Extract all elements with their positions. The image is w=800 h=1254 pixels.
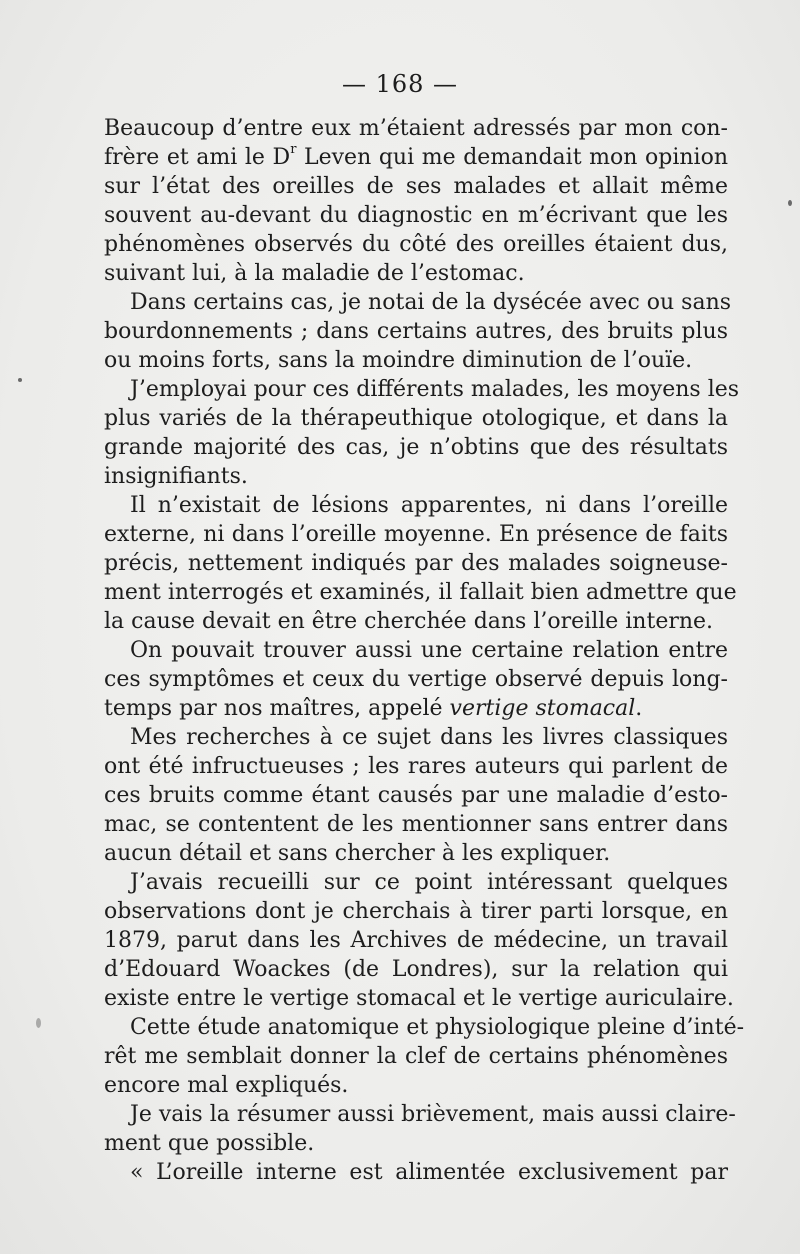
text-line: ont été infructueuses ; les rares auteurs qui parlent de	[104, 754, 728, 779]
paragraph-4	[104, 491, 737, 636]
text-line: grande majorité des cas, je n’obtins que des résultats	[104, 435, 728, 460]
paragraph-10	[104, 1158, 728, 1187]
text-line: ces symptômes et ceux du vertige observé depuis long-	[104, 667, 728, 692]
paragraph-7	[104, 868, 734, 1013]
text-line: Beaucoup d’entre eux m’étaient adressés par mon con-	[104, 116, 728, 141]
paragraph-6	[104, 723, 728, 868]
text-line: On pouvait trouver aussi une certaine relation entre	[130, 638, 728, 663]
text-line: la cause devait en être cherchée dans l’oreille interne.	[104, 609, 714, 634]
body-text	[104, 114, 745, 1187]
text-line: plus variés de la thérapeuthique otologique, et dans la	[104, 406, 728, 431]
paragraph-9	[104, 1100, 736, 1158]
text-line: suivant lui, à la maladie de l’estomac.	[104, 261, 525, 286]
text-line: existe entre le vertige stomacal et le vertige auriculaire.	[104, 986, 734, 1011]
text-line: 1879, parut dans les Archives de médecine, un travail	[104, 928, 728, 953]
text-line: d’Edouard Woackes (de Londres), sur la relation qui	[104, 957, 728, 982]
scan-speck	[18, 378, 22, 382]
text-line: insignifiants.	[104, 464, 248, 489]
text-line: bourdonnements ; dans certains autres, des bruits plus	[104, 319, 728, 344]
text-line: rêt me semblait donner la clef de certains phénomènes	[104, 1044, 728, 1069]
text-line: phénomènes observés du côté des oreilles étaient dus,	[104, 232, 728, 257]
text-line: externe, ni dans l’oreille moyenne. En présence de faits	[104, 522, 728, 547]
text-line: ment que possible.	[104, 1131, 315, 1156]
page-number: — 168 —	[341, 70, 459, 98]
text-line: frère et ami le $D^r$ Leven qui me demandait mon opinion	[104, 142, 728, 170]
text-line: Mes recherches à ce sujet dans les livres classiques	[130, 725, 728, 750]
paragraph-3	[104, 375, 740, 491]
text-line: encore mal expliqués.	[104, 1073, 349, 1098]
text-line: Cette étude anatomique et physiologique pleine d’inté-	[130, 1015, 745, 1040]
text-line: Je vais la résumer aussi brièvement, mais aussi claire-	[130, 1102, 736, 1127]
text-line: sur l’état des oreilles de ses malades et allait même	[104, 174, 728, 199]
scan-speck	[788, 200, 792, 206]
text-line: ment interrogés et examinés, il fallait bien admettre que	[104, 580, 737, 605]
text-line: précis, nettement indiqués par des malades soigneuse-	[104, 551, 728, 576]
text-line: mac, se contentent de les mentionner sans entrer dans	[104, 812, 728, 837]
text-line: aucun détail et sans chercher à les expliquer.	[104, 841, 611, 866]
text-line: souvent au-devant du diagnostic en m’écrivant que les	[104, 203, 728, 228]
text-line: temps par nos maîtres, appelé vertige stomacal.	[104, 696, 643, 721]
paragraph-2	[104, 288, 732, 375]
scan-speck	[36, 1018, 41, 1028]
text-line: ou moins forts, sans la moindre diminution de l’ouïe.	[104, 348, 693, 373]
text-line: « L’oreille interne est alimentée exclusivement par	[130, 1160, 728, 1185]
text-line: J’employai pour ces différents malades, les moyens les	[130, 377, 740, 402]
text-line: observations dont je cherchais à tirer parti lorsque, en	[104, 899, 728, 924]
paragraph-8	[104, 1013, 745, 1100]
text-line: Il n’existait de lésions apparentes, ni dans l’oreille	[130, 493, 728, 518]
text-line: ces bruits comme étant causés par une maladie d’esto-	[104, 783, 728, 808]
paragraph-5	[104, 636, 728, 723]
text-line: J’avais recueilli sur ce point intéressant quelques	[130, 870, 728, 895]
paragraph-1	[104, 114, 728, 288]
text-line: Dans certains cas, je notai de la dysécée avec ou sans	[130, 290, 732, 315]
